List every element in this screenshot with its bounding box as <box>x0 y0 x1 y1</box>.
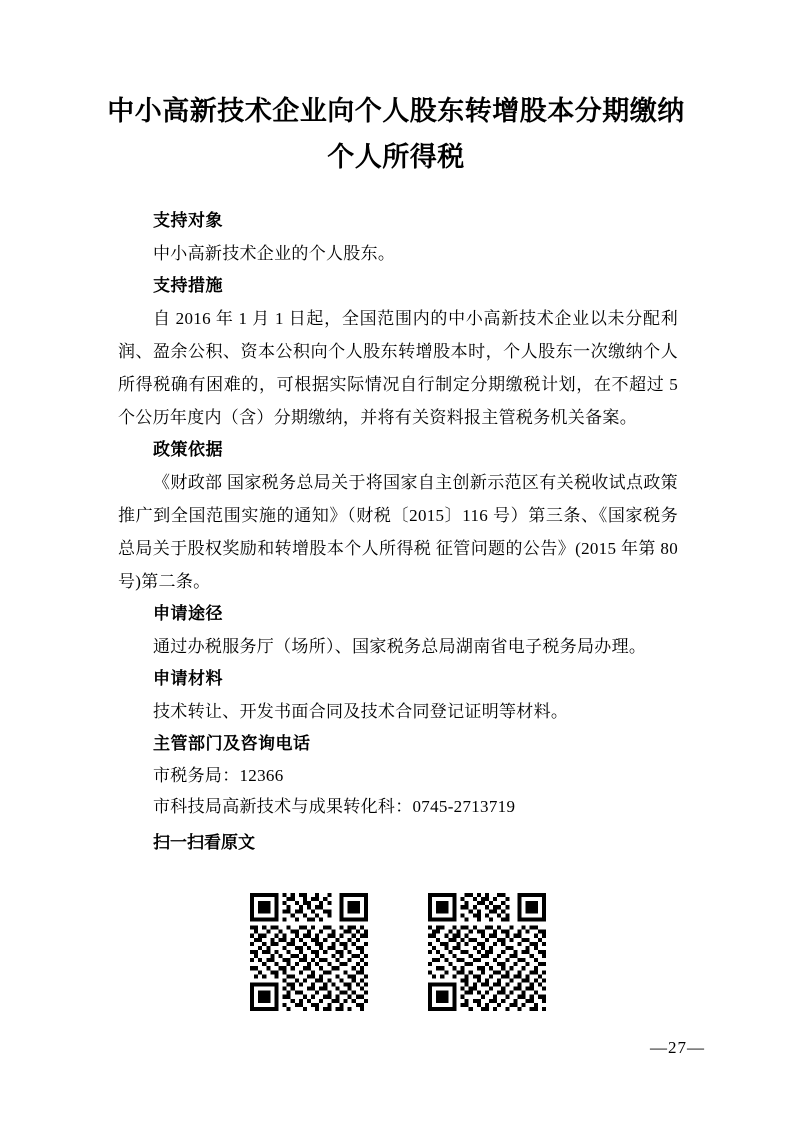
page-title: 中小高新技术企业向个人股东转增股本分期缴纳个人所得税 <box>107 96 685 172</box>
section-heading-support-measures: 支持措施 <box>153 276 223 295</box>
contact-science-tech-bureau: 市科技局高新技术与成果转化科：0745-2713719 <box>153 797 516 816</box>
section-heading-contact: 主管部门及咨询电话 <box>153 734 311 753</box>
qr-code-right[interactable] <box>428 893 546 1011</box>
page-number: —27— <box>650 1038 705 1057</box>
section-heading-support-target: 支持对象 <box>153 211 223 230</box>
section-text-application-channel: 通过办税服务厅（场所）、国家税务总局湖南省电子税务局办理。 <box>153 637 647 656</box>
section-text-support-target: 中小高新技术企业的个人股东。 <box>153 244 396 263</box>
section-text-application-materials: 技术转让、开发书面合同及技术合同登记证明等材料。 <box>153 702 569 721</box>
section-heading-policy-basis: 政策依据 <box>153 440 223 459</box>
qr-code-row <box>118 893 678 1011</box>
section-heading-application-materials: 申请材料 <box>153 669 223 688</box>
section-text-support-measures: 自 2016 年 1 月 1 日起，全国范围内的中小高新技术企业以未分配利润、盈余公积、资本公积向个人股东转增股本时，个人股东一次缴纳个人所得税确有困难的，可根据实际情况自行制定分期缴税计划，在不超过 5 个公历年度内（含）分期缴纳，并将有关资料报主管税务机关备案。 <box>118 309 678 427</box>
contact-tax-bureau: 市税务局：12366 <box>153 766 284 785</box>
document-body <box>118 205 678 860</box>
qr-code-left[interactable] <box>250 893 368 1011</box>
section-heading-application-channel: 申请途径 <box>153 604 223 623</box>
scan-heading: 扫一扫看原文 <box>153 833 255 852</box>
section-text-policy-basis: 《财政部 国家税务总局关于将国家自主创新示范区有关税收试点政策推广到全国范围实施的通知》（财税〔2015〕116 号）第三条、《国家税务总局关于股权奖励和转增股本个人所得税 征管问题的公告》(2015 年第 80 号)第二条。 <box>118 473 678 591</box>
